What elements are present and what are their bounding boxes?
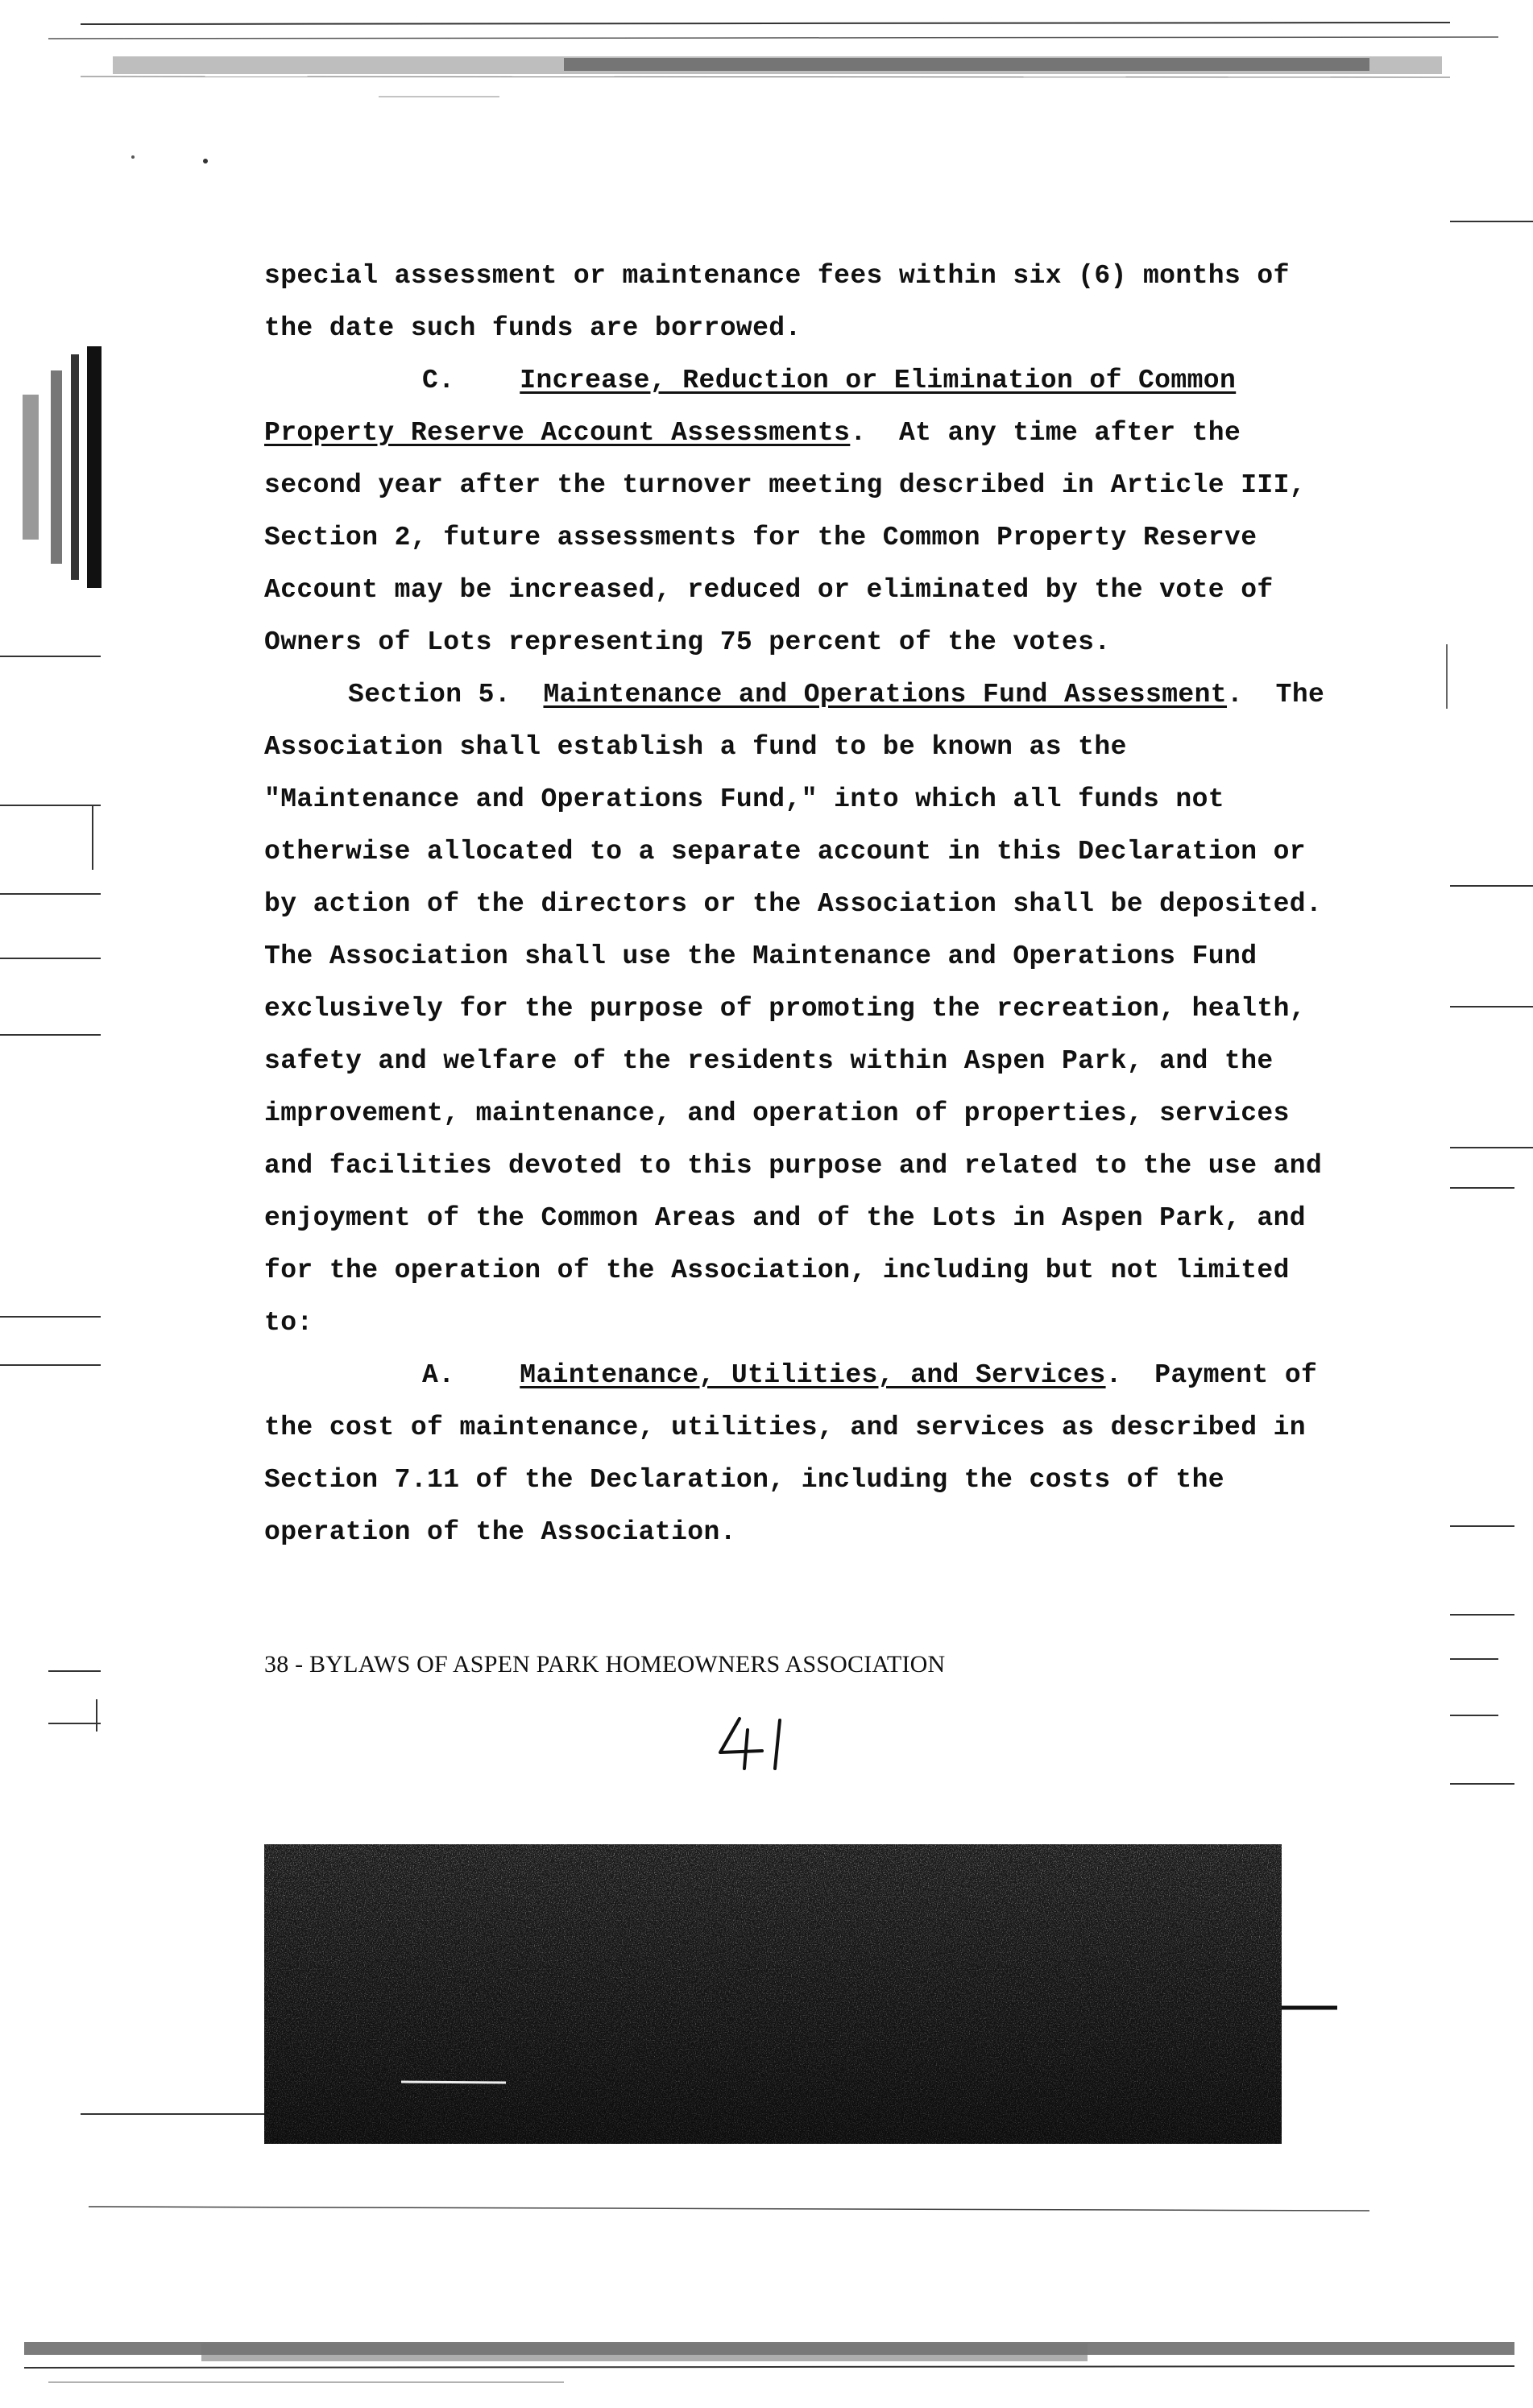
body-line: Section 2, future assessments for the Common Property Reserve [264,523,1257,552]
subsection-title: Increase, Reduction or Elimination of Common [520,366,1237,395]
body-text: . Payment of [1105,1360,1318,1390]
body-line: special assessment or maintenance fees within six (6) months of [264,261,1290,291]
body-line: improvement, maintenance, and operation of properties, services [264,1098,1290,1128]
body-line: "Maintenance and Operations Fund," into which all funds not [264,784,1224,814]
section-title: Maintenance and Operations Fund Assessment [543,680,1228,710]
scan-bottom-edge [0,2319,1533,2408]
subsection-c-heading [264,354,1311,407]
body-line: the date such funds are borrowed. [264,313,802,343]
body-text: . The [1227,680,1325,710]
page-footer: 38 - BYLAWS OF ASPEN PARK HOMEOWNERS ASSOCIATION [264,1651,946,1678]
body-line: safety and welfare of the residents within Aspen Park, and the [264,1046,1274,1076]
handwritten-page-number [715,1715,804,1772]
subsection-c-heading-cont [264,407,1311,459]
body-line: and facilities devoted to this purpose and related to the use and [264,1151,1323,1181]
subsection-a-heading [264,1349,1318,1401]
body-line: to: [264,1308,313,1338]
body-line: for the operation of the Association, including but not limited [264,1256,1290,1285]
body-line: Association shall establish a fund to be known as the [264,732,1127,762]
body-line: Account may be increased, reduced or eliminated by the vote of [264,575,1274,605]
body-line: Section 7.11 of the Declaration, including the costs of the [264,1465,1224,1495]
noise-texture [264,1844,1282,2144]
body-line: second year after the turnover meeting described in Article III, [264,470,1307,500]
body-line: enjoyment of the Common Areas and of the Lots in Aspen Park, and [264,1203,1307,1233]
body-text: . At any time after the [850,418,1241,448]
receipt-stamp [6,346,102,588]
subsection-label: C. [422,366,455,395]
subsection-title-cont: Property Reserve Account Assessments [264,418,851,448]
scanned-dark-region [264,1844,1282,2144]
body-line: exclusively for the purpose of promoting the recreation, health, [264,994,1307,1024]
body-line: The Association shall use the Maintenance and Operations Fund [264,941,1257,971]
section-label: Section 5. [348,680,512,710]
body-line: Owners of Lots representing 75 percent of the votes. [264,627,1111,657]
subsection-label: A. [422,1360,455,1390]
section-5-heading [264,668,1325,721]
body-line: the cost of maintenance, utilities, and services as described in [264,1413,1307,1442]
body-line: operation of the Association. [264,1517,736,1547]
body-line: by action of the directors or the Association shall be deposited. [264,889,1323,919]
document-body [264,250,1325,1558]
subsection-title: Maintenance, Utilities, and Services [520,1360,1106,1390]
body-line: otherwise allocated to a separate account in this Declaration or [264,837,1307,867]
